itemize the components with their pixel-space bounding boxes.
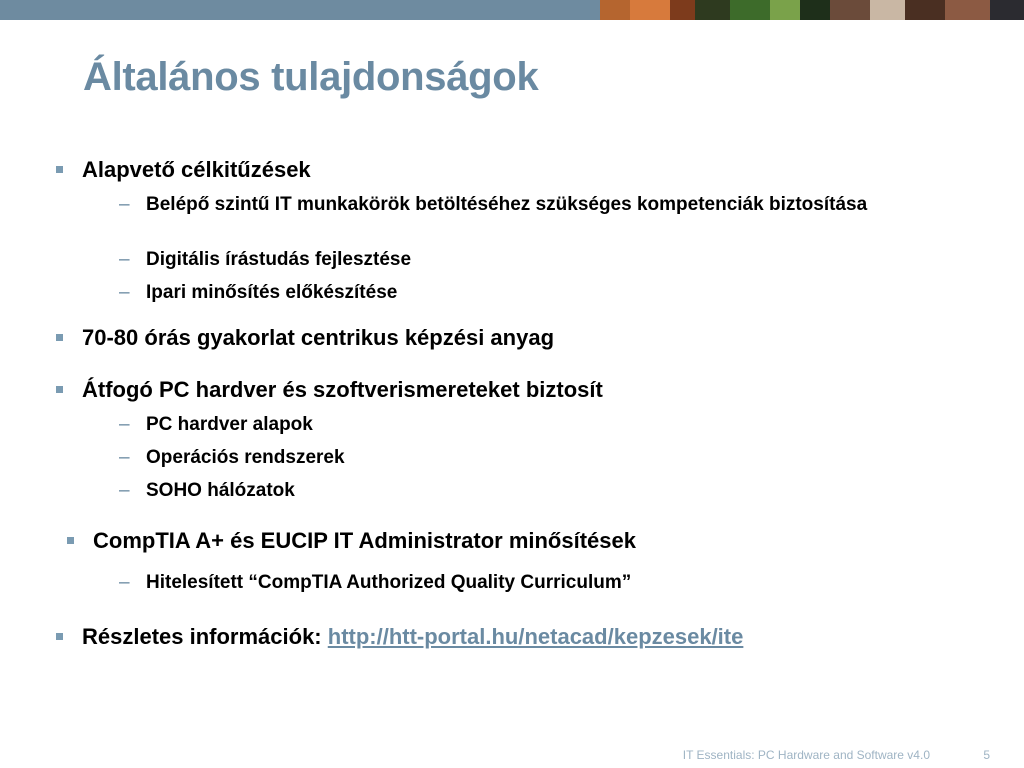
- page-number: 5: [983, 748, 990, 762]
- bullet-square-icon: [56, 334, 63, 341]
- bullet-text: 70-80 órás gyakorlat centrikus képzési anyag: [82, 325, 555, 350]
- dash-icon: –: [119, 572, 130, 593]
- sub-bullet-item: [119, 572, 632, 594]
- sub-bullet-text: SOHO hálózatok: [146, 480, 295, 501]
- footer-course-title: IT Essentials: PC Hardware and Software v4.0: [682, 748, 930, 762]
- sub-bullet-text: Belépő szintű IT munkakörök betöltéséhez szükséges kompetenciák biztosítása: [146, 194, 868, 215]
- sub-bullet-text: Ipari minősítés előkészítése: [146, 282, 398, 303]
- bullet-item: [82, 325, 554, 351]
- bullet-text: Alapvető célkitűzések: [82, 157, 311, 182]
- dash-icon: –: [119, 282, 130, 303]
- sub-bullet-item: [119, 447, 345, 469]
- dash-icon: –: [119, 447, 130, 468]
- bullet-square-icon: [56, 633, 63, 640]
- sub-bullet-text: Operációs rendszerek: [146, 447, 345, 468]
- sub-bullet-item: [119, 282, 398, 304]
- dash-icon: –: [119, 194, 130, 215]
- sub-bullet-item: [119, 194, 926, 216]
- bullet-text: Részletes információk:: [82, 624, 328, 649]
- info-link[interactable]: http://htt-portal.hu/netacad/kepzesek/ite: [327, 624, 744, 649]
- bullet-square-icon: [67, 537, 74, 544]
- dash-icon: –: [119, 249, 130, 270]
- dash-icon: –: [119, 480, 130, 501]
- bullet-item: [93, 528, 636, 554]
- bullet-text: Átfogó PC hardver és szoftverismereteket biztosít: [82, 377, 603, 402]
- sub-bullet-text: PC hardver alapok: [146, 414, 313, 435]
- sub-bullet-text: Hitelesített “CompTIA Authorized Quality Curriculum”: [146, 572, 632, 593]
- bullet-square-icon: [56, 386, 63, 393]
- bullet-text: CompTIA A+ és EUCIP IT Administrator minősítések: [93, 528, 636, 553]
- bullet-square-icon: [56, 166, 63, 173]
- sub-bullet-item: [119, 480, 295, 502]
- sub-bullet-text: Digitális írástudás fejlesztése: [146, 249, 412, 270]
- slide-title: Általános tulajdonságok: [83, 55, 539, 99]
- bullet-item: [82, 157, 311, 183]
- bullet-item: [82, 377, 603, 403]
- dash-icon: –: [119, 414, 130, 435]
- bullet-item: [82, 624, 743, 650]
- sub-bullet-item: [119, 414, 313, 436]
- sub-bullet-item: [119, 249, 412, 271]
